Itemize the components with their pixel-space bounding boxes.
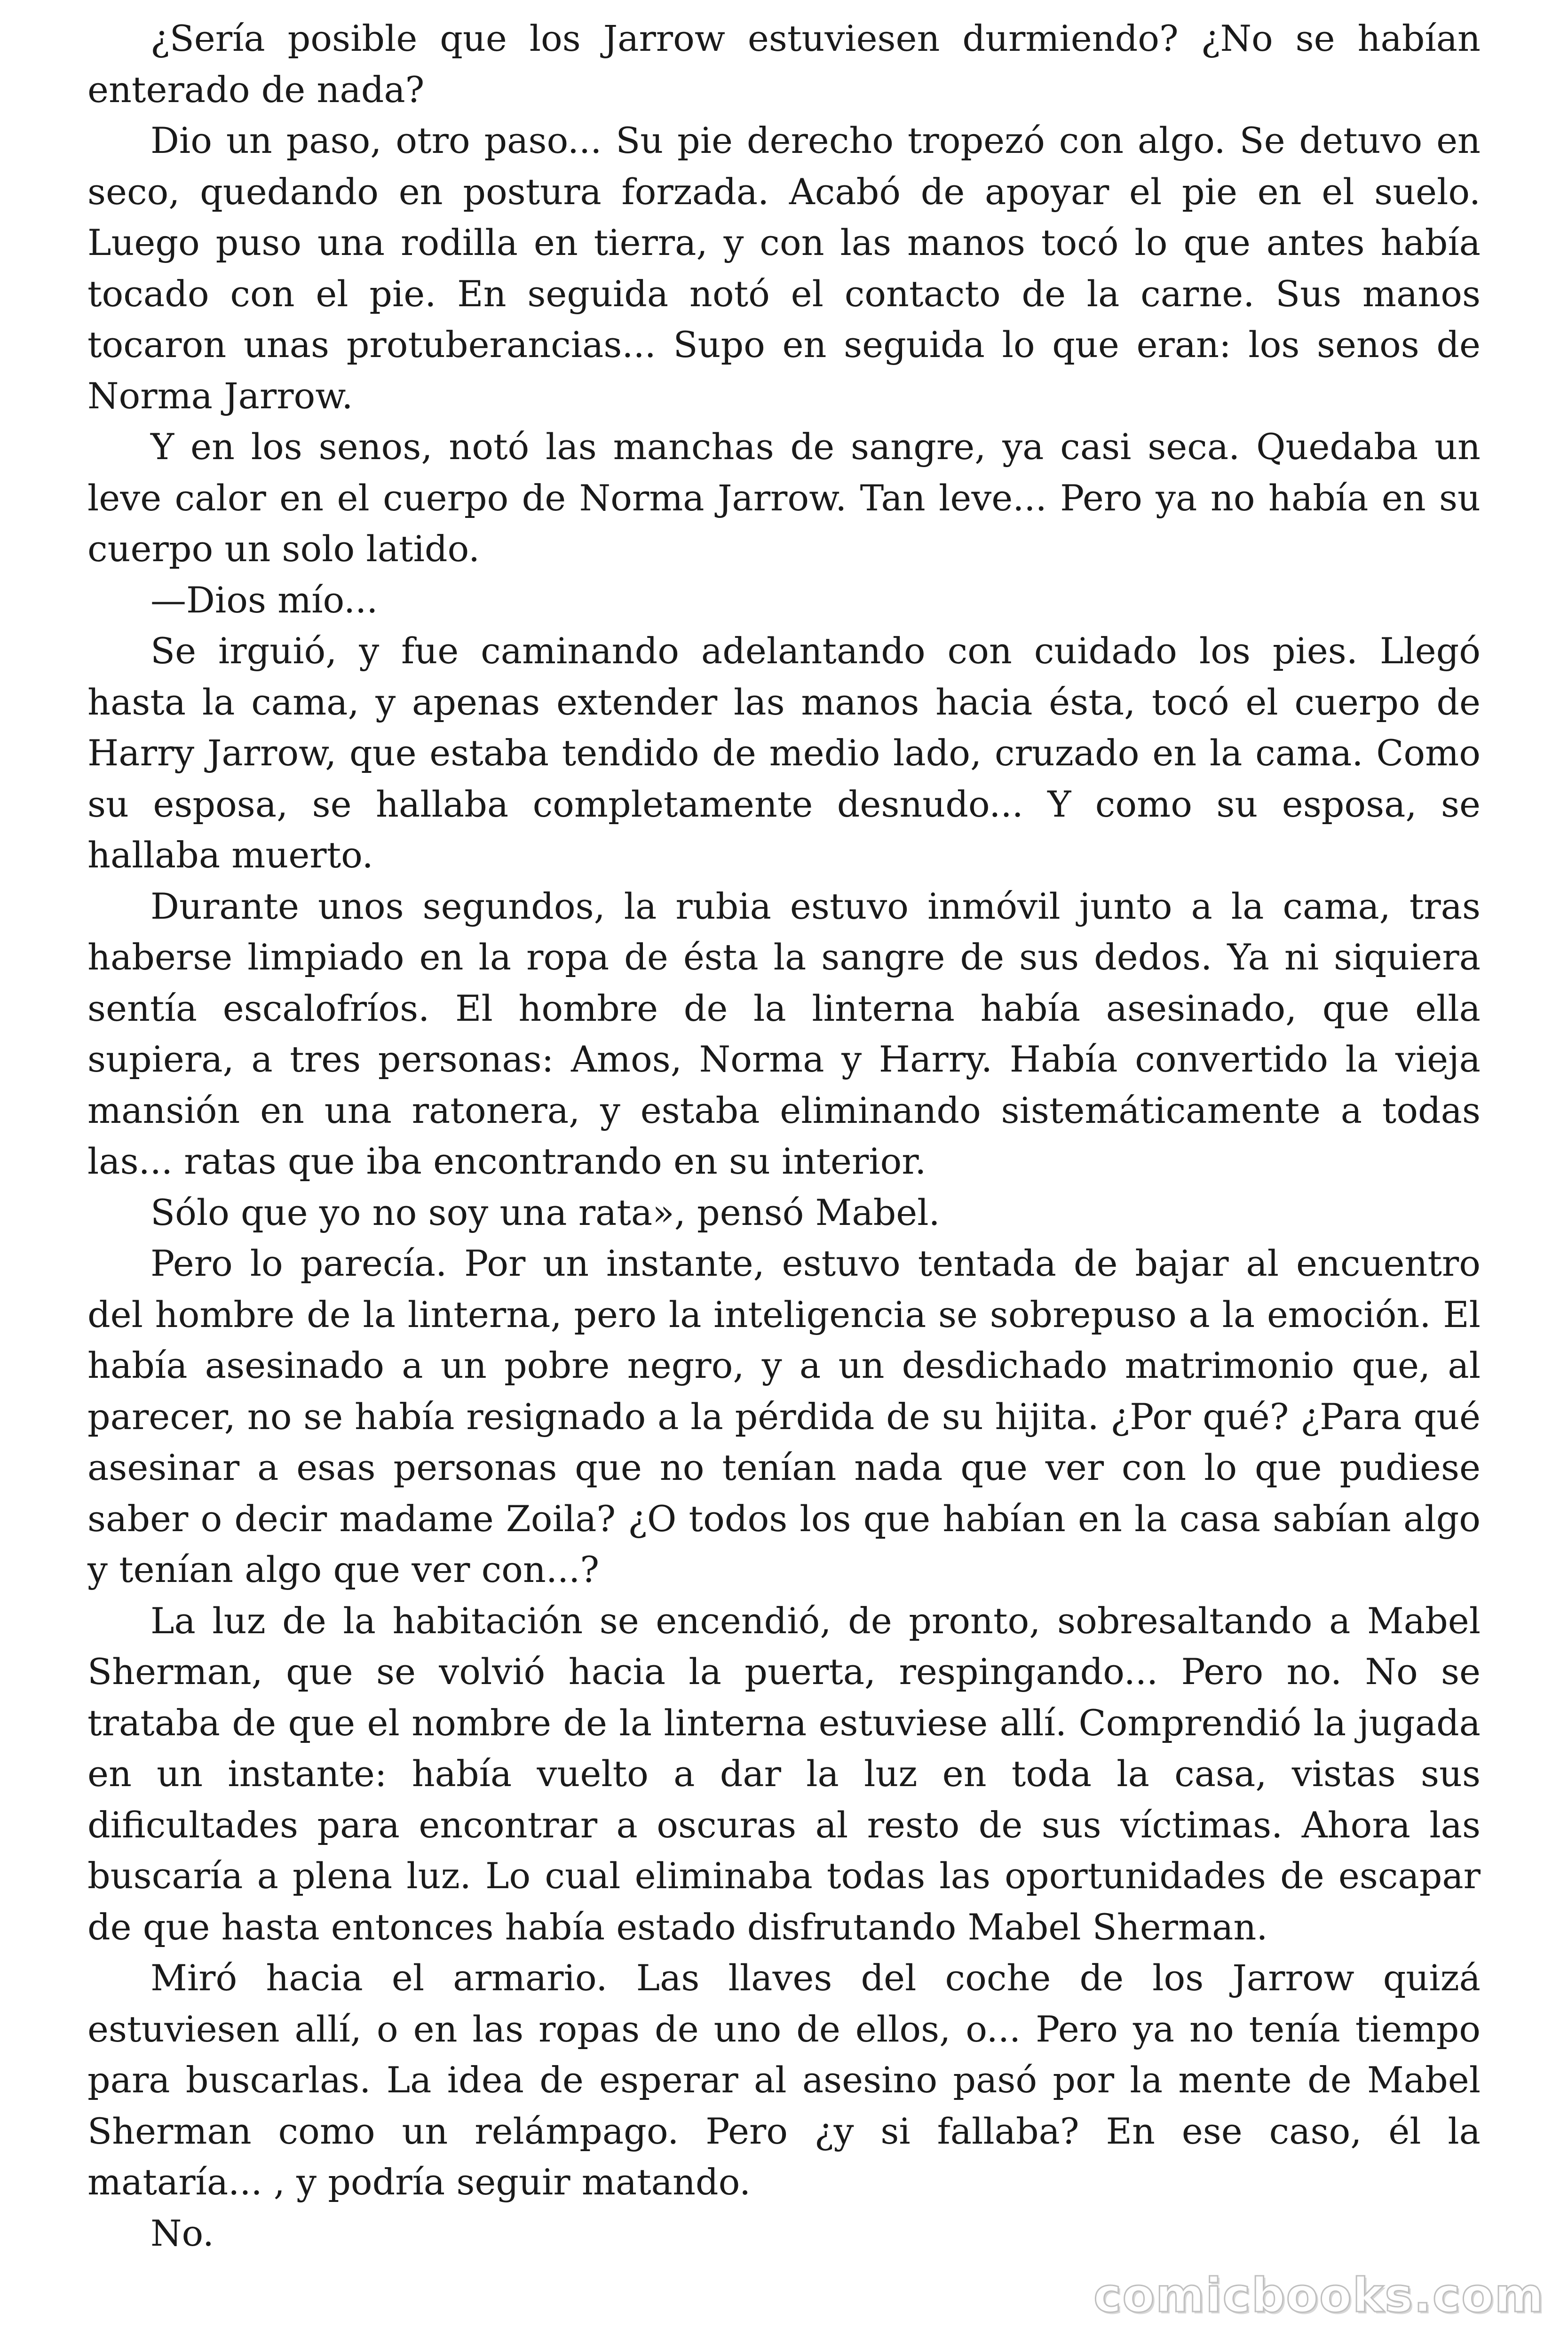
- watermark-logo: comicbooks.com: [1093, 2268, 1544, 2323]
- paragraph: No.: [150, 2212, 214, 2254]
- paragraph: Y en los senos, notó las manchas de sangre, ya casi seca. Quedaba un leve calor en el cuerpo de Norma Jarrow. Tan leve... Pero ya no había en su cuerpo un solo latido.: [87, 426, 1481, 570]
- paragraph: Dio un paso, otro paso... Su pie derecho tropezó con algo. Se detuvo en seco, quedando en postura forzada. Acabó de apoyar el pie en el suelo. Luego puso una rodilla en tierra, y con las manos tocó lo que antes había tocado con el pie. En seguida notó el contacto de la carne. Sus manos tocaron unas protuberancias... Supo en seguida lo que eran: los senos de Norma Jarrow.: [87, 119, 1481, 417]
- paragraph: Se irguió, y fue caminando adelantando con cuidado los pies. Llegó hasta la cama, y apenas extender las manos hacia ésta, tocó el cuerpo de Harry Jarrow, que estaba tendido de medio lado, cruzado en la cama. Como su esposa, se hallaba completamente desnudo... Y como su esposa, se hallaba muerto.: [87, 630, 1481, 876]
- paragraph: ¿Sería posible que los Jarrow estuviesen durmiendo? ¿No se habían enterado de nada?: [87, 17, 1481, 111]
- paragraph: Miró hacia el armario. Las llaves del coche de los Jarrow quizá estuviesen allí, o en las ropas de uno de ellos, o... Pero ya no tenía tiempo para buscarlas. La idea de esperar al asesino pasó por la mente de Mabel Sherman como un relámpago. Pero ¿y si fallaba? En ese caso, él la mataría... , y podría seguir matando.: [87, 1957, 1481, 2203]
- paragraph: La luz de la habitación se encendió, de pronto, sobresaltando a Mabel Sherman, que se volvió hacia la puerta, respingando... Pero no. No se trataba de que el nombre de la linterna estuviese allí. Comprendió la jugada en un instante: había vuelto a dar la luz en toda la casa, vistas sus dificultades para encontrar a oscuras al resto de sus víctimas. Ahora las buscaría a plena luz. Lo cual eliminaba todas las oportunidades de escapar de que hasta entonces había estado disfrutando Mabel Sherman.: [87, 1599, 1481, 1948]
- book-page-text: [87, 13, 1481, 2259]
- paragraph: —Dios mío...: [150, 579, 378, 621]
- paragraph: Sólo que yo no soy una rata», pensó Mabel.: [150, 1191, 940, 1233]
- paragraph: Durante unos segundos, la rubia estuvo inmóvil junto a la cama, tras haberse limpiado en la ropa de ésta la sangre de sus dedos. Ya ni siquiera sentía escalofríos. El hombre de la linterna había asesinado, que ella supiera, a tres personas: Amos, Norma y Harry. Había convertido la vieja mansión en una ratonera, y estaba eliminando sistemáticamente a todas las... ratas que iba encontrando en su interior.: [87, 885, 1481, 1182]
- paragraph: Pero lo parecía. Por un instante, estuvo tentada de bajar al encuentro del hombre de la linterna, pero la inteligencia se sobrepuso a la emoción. El había asesinado a un pobre negro, y a un desdichado matrimonio que, al parecer, no se había resignado a la pérdida de su hijita. ¿Por qué? ¿Para qué asesinar a esas personas que no tenían nada que ver con lo que pudiese saber o decir madame Zoila? ¿O todos los que habían en la casa sabían algo y tenían algo que ver con...?: [87, 1242, 1481, 1590]
